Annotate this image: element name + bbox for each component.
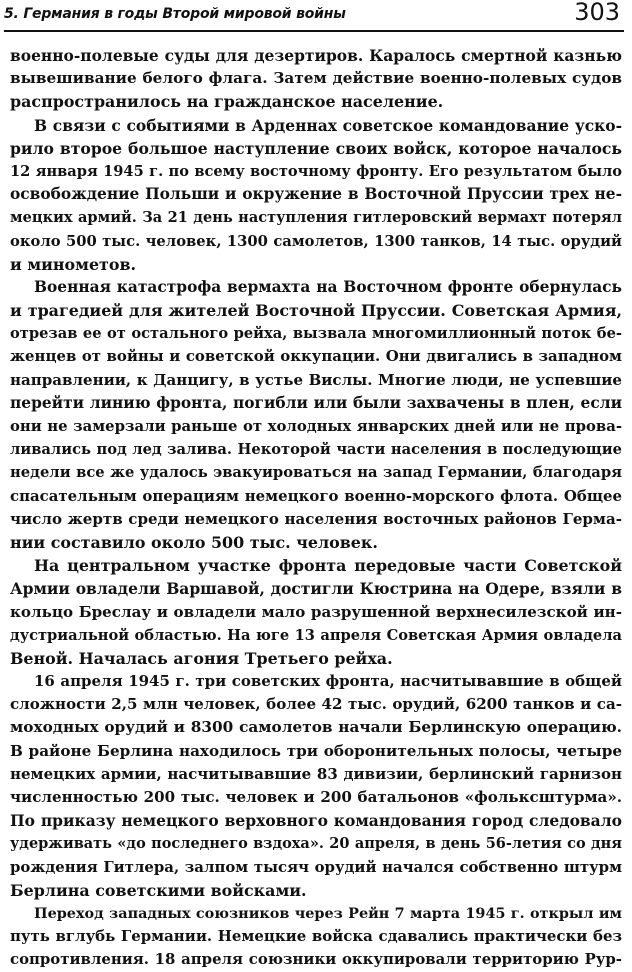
text-line: дустриальной областью. На юге 13 апреля Советская Армия овладела — [10, 626, 622, 644]
text-line: перейти линию фронта, погибли или были захвачены в плен, если — [10, 393, 622, 412]
text-line: направлении, к Данцигу, в устье Вислы. Многие люди, не успевшие — [10, 370, 622, 389]
text-line: Веной. Началась агония Третьего рейха. — [10, 648, 393, 668]
text-line: освобождение Польши и окружение в Восточной Пруссии трех не- — [10, 185, 622, 204]
text-line: На центральном участке фронта передовые части Советской — [34, 556, 622, 576]
body-text — [10, 44, 622, 972]
text-line: вывешивание белого флага. Затем действие военно-полевых судов — [10, 69, 622, 88]
text-line: они не замерзали раньше от холодных январских дней или не прова- — [10, 417, 622, 435]
text-line: число жертв среди немецкого населения восточных районов Герма- — [10, 509, 622, 528]
text-line: отрезав ее от остального рейха, вызвала многомиллионный поток бе- — [10, 325, 622, 343]
text-line: Военная катастрофа вермахта на Восточном фронте обернулась — [34, 277, 622, 296]
text-line: сопротивления. 18 апреля союзники оккупировали территорию Рур- — [10, 950, 622, 969]
text-line: нии составило около 500 тыс. человек. — [10, 532, 378, 552]
text-line: ливались под лед залива. Некоторой части населения в последующие — [10, 441, 622, 459]
text-line: численностью 200 тыс. человек и 200 батальонов «фольксштурма». — [10, 788, 622, 806]
text-line: недели все же удалось эвакуироваться на запад Германии, благодаря — [10, 464, 622, 482]
text-line: Переход западных союзников через Рейн 7 марта 1945 г. открыл им — [34, 904, 622, 922]
text-line: рило второе большое наступление своих войск, которое началось — [10, 138, 622, 158]
text-line: спасательным операциям немецкого военно-морского флота. Общее — [10, 486, 622, 505]
text-line: сложности 2,5 млн человек, более 42 тыс. орудий, 6200 танков и са- — [10, 695, 622, 714]
text-line: рождения Гитлера, залпом тысяч орудий начался собственно штурм — [10, 857, 622, 876]
text-line: кольцо Бреслау и овладели мало разрушенной верхнесилезской ин- — [10, 602, 622, 621]
text-line: 16 апреля 1945 г. три советских фронта, насчитывавшие в общей — [34, 672, 622, 691]
text-line: женцев от войны и советской оккупации. Они двигались в западном — [10, 347, 622, 366]
chapter-title: 5. Германия в годы Второй мировой войны — [4, 6, 346, 22]
text-line: моходных орудий и 8300 самолетов начали Берлинскую операцию. — [10, 718, 622, 737]
text-line: удерживать «до последнего вздоха». 20 апреля, в день 56-летия со дня — [10, 835, 622, 853]
text-line: Армии овладели Варшавой, достигли Кюстрина на Одере, взяли в — [10, 579, 622, 599]
text-line: В связи с событиями в Арденнах советское командование уско- — [34, 115, 622, 135]
text-line: и минометов. — [10, 254, 137, 274]
text-line: путь вглубь Германии. Немецкие войска сдавались практически без — [10, 927, 622, 946]
text-line: немецких армии, насчитывавшие 83 дивизии, берлинский гарнизон — [10, 764, 622, 783]
text-line: Берлина советскими войсками. — [10, 880, 307, 900]
text-line: около 500 тыс. человек, 1300 самолетов, 1300 танков, 14 тыс. орудий — [10, 232, 622, 250]
running-header — [4, 0, 624, 32]
page-number: 303 — [574, 0, 620, 26]
text-line: распространилось на гражданское население. — [10, 92, 444, 112]
text-line: В районе Берлина находилось три оборонительных полосы, четыре — [10, 741, 622, 760]
text-line: мецких армий. За 21 день наступления гитлеровский вермахт потерял — [10, 209, 622, 227]
text-line: военно-полевые суды для дезертиров. Каралось смертной казнью — [10, 46, 622, 65]
text-line: 12 января 1945 г. по всему восточному фронту. Его результатом было — [10, 162, 622, 180]
text-line: и трагедией для жителей Восточной Пруссии. Советская Армия, — [10, 301, 622, 321]
text-line: По приказу немецкого верховного командования город следовало — [10, 811, 622, 831]
